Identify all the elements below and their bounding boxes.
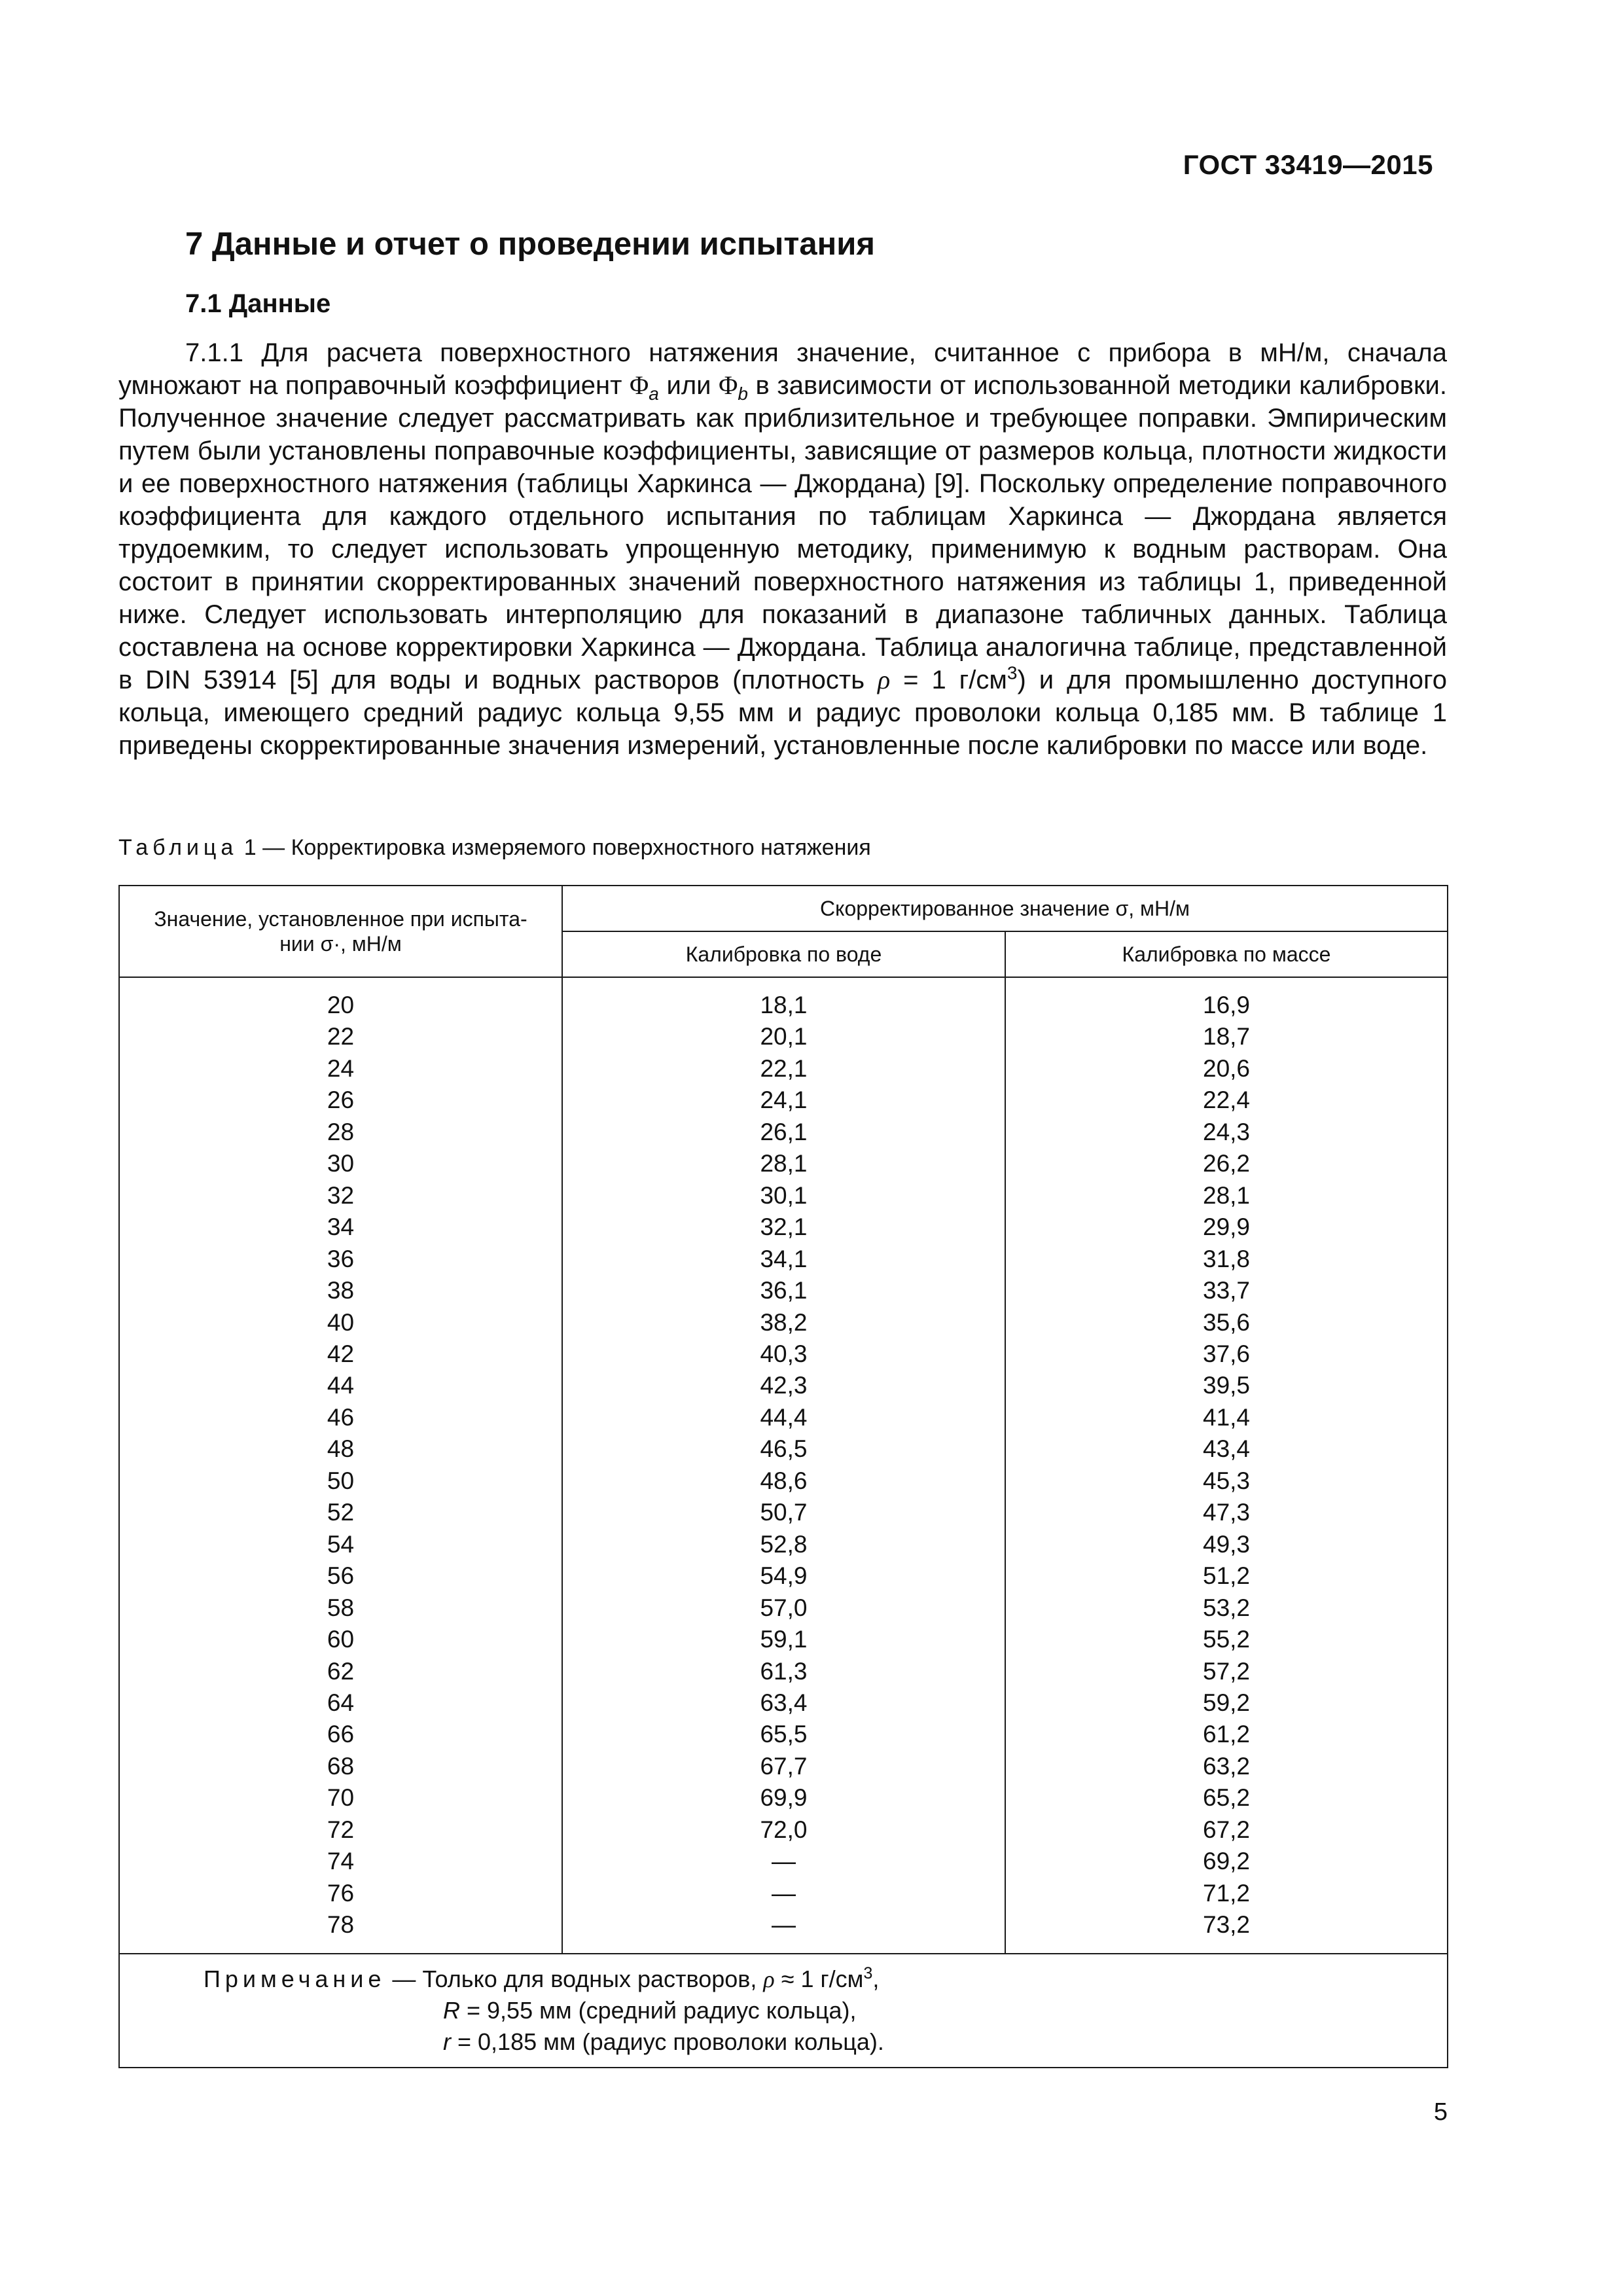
note-r-symbol: r — [443, 2028, 451, 2055]
paragraph-text-1: 7.1.1 Для расчета поверхностного натяжения значение, считанное с прибора в мН/м, сначала умножают на поправочный коэффициент — [118, 338, 1447, 400]
water-value: 72,0 — [760, 1816, 808, 1843]
measured-value: 68 — [327, 1752, 355, 1780]
mass-value: 73,2 — [1203, 1911, 1251, 1939]
water-value: 46,5 — [760, 1435, 808, 1463]
water-value: 67,7 — [760, 1752, 808, 1780]
water-value: — — [772, 1879, 796, 1907]
water-value: 32,1 — [760, 1213, 808, 1241]
measured-value: 60 — [327, 1626, 355, 1653]
mass-value: 35,6 — [1203, 1308, 1251, 1336]
measured-header-line-2: нии σ·, мН/м — [279, 932, 402, 956]
water-value: 63,4 — [760, 1689, 808, 1716]
measured-value: 74 — [327, 1848, 355, 1875]
mass-calibration-header: Калибровка по массе — [1005, 931, 1448, 977]
measured-value: 20 — [327, 992, 355, 1018]
table-caption-number: 1 — [238, 835, 257, 860]
water-value: 61,3 — [760, 1657, 808, 1685]
measured-value: 26 — [327, 1086, 355, 1114]
measured-value: 76 — [327, 1879, 355, 1907]
note-R-symbol: R — [443, 1996, 460, 2024]
table-caption-text: — Корректировка измеряемого поверхностного натяжения — [256, 835, 871, 860]
water-value: 26,1 — [760, 1118, 808, 1145]
table-caption-label: Таблица — [118, 835, 238, 860]
mass-value: 18,7 — [1203, 1023, 1251, 1050]
water-value: 36,1 — [760, 1277, 808, 1304]
mass-value: 26,2 — [1203, 1150, 1251, 1177]
measured-value: 28 — [327, 1118, 355, 1145]
water-value: 65,5 — [760, 1721, 808, 1748]
table-caption — [118, 835, 871, 861]
water-value: 24,1 — [760, 1086, 808, 1114]
mass-value: 29,9 — [1203, 1213, 1251, 1241]
measured-value: 22 — [327, 1023, 355, 1050]
superscript-3: 3 — [1007, 662, 1018, 683]
water-value: 22,1 — [760, 1054, 808, 1082]
mass-value: 31,8 — [1203, 1245, 1251, 1272]
phi-subscript-a: a — [649, 384, 659, 404]
phi-symbol-a: Φ — [630, 370, 649, 400]
measured-value: 44 — [327, 1372, 355, 1399]
mass-value: 65,2 — [1203, 1784, 1251, 1812]
mass-value: 41,4 — [1203, 1403, 1251, 1431]
subsection-title: 7.1 Данные — [185, 289, 331, 318]
measured-value: 78 — [327, 1911, 355, 1939]
measured-value: 30 — [327, 1150, 355, 1177]
note-line-3-text: = 0,185 мм (радиус проволоки кольца). — [451, 2028, 884, 2055]
phi-subscript-b: b — [738, 384, 748, 404]
measured-value: 40 — [327, 1308, 355, 1336]
mass-value: 22,4 — [1203, 1086, 1251, 1114]
measured-value: 48 — [327, 1435, 355, 1463]
water-value: — — [772, 1911, 796, 1939]
measured-value: 36 — [327, 1245, 355, 1272]
mass-value: 63,2 — [1203, 1752, 1251, 1780]
measured-value: 34 — [327, 1213, 355, 1241]
mass-value: 20,6 — [1203, 1054, 1251, 1082]
measured-value: 72 — [327, 1816, 355, 1843]
table-data-row — [119, 977, 1448, 1954]
phi-symbol-b: Φ — [719, 370, 738, 400]
measured-header-line-1: Значение, установленное при испыта- — [154, 907, 527, 931]
water-value: 44,4 — [760, 1403, 808, 1431]
measured-value: 58 — [327, 1594, 355, 1621]
mass-value: 71,2 — [1203, 1879, 1251, 1907]
water-value: 69,9 — [760, 1784, 808, 1812]
measured-value: 70 — [327, 1784, 355, 1812]
note-line-2-text: = 9,55 мм (средний радиус кольца), — [460, 1996, 857, 2024]
water-value: 42,3 — [760, 1372, 808, 1399]
measured-value: 66 — [327, 1721, 355, 1748]
water-value: 52,8 — [760, 1530, 808, 1558]
note-label: Примечание — [204, 1965, 386, 1992]
standard-number: ГОСТ 33419—2015 — [1183, 149, 1433, 180]
water-value: — — [772, 1848, 796, 1875]
table-note — [119, 1954, 1448, 2068]
water-value: 38,2 — [760, 1308, 808, 1336]
note-line-1c: , — [872, 1965, 880, 1992]
measured-value: 32 — [327, 1181, 355, 1209]
mass-value: 51,2 — [1203, 1562, 1251, 1590]
mass-value: 16,9 — [1203, 992, 1251, 1018]
water-value: 54,9 — [760, 1562, 808, 1590]
mass-value: 33,7 — [1203, 1277, 1251, 1304]
water-value: 34,1 — [760, 1245, 808, 1272]
water-value: 40,3 — [760, 1340, 808, 1367]
measured-value: 38 — [327, 1277, 355, 1304]
note-line-1b: ≈ 1 г/см — [774, 1965, 864, 1992]
page-number: 5 — [1433, 2098, 1448, 2126]
measured-value: 52 — [327, 1499, 355, 1526]
note-rho-symbol: ρ — [763, 1965, 775, 1992]
water-value: 18,1 — [760, 992, 808, 1018]
water-value: 30,1 — [760, 1181, 808, 1209]
measured-value: 62 — [327, 1657, 355, 1685]
water-value: 59,1 — [760, 1626, 808, 1653]
measured-value: 50 — [327, 1467, 355, 1494]
mass-value: 53,2 — [1203, 1594, 1251, 1621]
measured-value: 24 — [327, 1054, 355, 1082]
mass-value: 24,3 — [1203, 1118, 1251, 1145]
measured-value: 42 — [327, 1340, 355, 1367]
mass-value: 45,3 — [1203, 1467, 1251, 1494]
note-superscript-3: 3 — [863, 1964, 873, 1982]
note-line-1a: — Только для водных растворов, — [385, 1965, 764, 1992]
water-value: 48,6 — [760, 1467, 808, 1494]
mass-value: 39,5 — [1203, 1372, 1251, 1399]
mass-value: 47,3 — [1203, 1499, 1251, 1526]
paragraph-text-3: в зависимости от использованной методики калибровки. Полученное значение следует рассматривать как приблизительное и требующее поправки. Эмпирическим путем были установлены поправочные коэффициенты, зависящие от размеров кольца, плотности жидкости и ее поверхностного натяжения (таблицы Харкинса — Джордана) [9]. Поскольку определение поправочного коэффициента для каждого отдельного испытания по таблицам Харкинса — Джордана является трудоемким, то следует использовать упрощенную методику, применимую к водным растворам. Она состоит в принятии скорректированных значений поверхностного натяжения из таблицы 1, приведенной ниже. Следует использовать интерполяцию для показаний в диапазоне табличных данных. Таблица составлена на основе корректировки Харкинса — Джордана. Таблица аналогична таблице, представленной в DIN 53914 [5] для воды и водных растворов (плотность — [118, 371, 1447, 694]
measured-value: 54 — [327, 1530, 355, 1558]
measured-value: 56 — [327, 1562, 355, 1590]
mass-value: 61,2 — [1203, 1721, 1251, 1748]
note-line-3 — [204, 2026, 1447, 2058]
mass-value: 69,2 — [1203, 1848, 1251, 1875]
mass-value: 55,2 — [1203, 1626, 1251, 1653]
mass-value: 67,2 — [1203, 1816, 1251, 1843]
section-title: 7 Данные и отчет о проведении испытания — [185, 226, 875, 262]
mass-value: 43,4 — [1203, 1435, 1251, 1463]
rho-symbol: ρ — [878, 665, 891, 694]
water-value: 28,1 — [760, 1150, 808, 1177]
measured-values-column — [119, 977, 562, 1954]
note-line-2 — [204, 1995, 1447, 2026]
corrected-group-header: Скорректированное значение σ, мН/м — [562, 886, 1448, 931]
measured-column-header — [119, 886, 562, 977]
body-paragraph — [118, 336, 1447, 762]
paragraph-text-2: или — [658, 371, 719, 400]
paragraph-text-4: = 1 г/см — [890, 666, 1007, 694]
water-value: 20,1 — [760, 1023, 808, 1050]
mass-value: 57,2 — [1203, 1657, 1251, 1685]
mass-value: 49,3 — [1203, 1530, 1251, 1558]
water-calibration-header: Калибровка по воде — [562, 931, 1005, 977]
water-value: 50,7 — [760, 1499, 808, 1526]
water-value: 57,0 — [760, 1594, 808, 1621]
paragraph-text-5: ) и для промышленно доступного кольца, имеющего средний радиус кольца 9,55 мм и радиус проволоки кольца 0,185 мм. В таблице 1 приведены скорректированные значения измерений, установленные после калибровки по массе или воде. — [118, 666, 1447, 760]
mass-value: 59,2 — [1203, 1689, 1251, 1716]
water-values-column — [562, 977, 1005, 1954]
mass-value: 37,6 — [1203, 1340, 1251, 1367]
mass-value: 28,1 — [1203, 1181, 1251, 1209]
correction-table — [118, 885, 1448, 2068]
mass-values-column — [1005, 977, 1448, 1954]
measured-value: 46 — [327, 1403, 355, 1431]
measured-value: 64 — [327, 1689, 355, 1716]
